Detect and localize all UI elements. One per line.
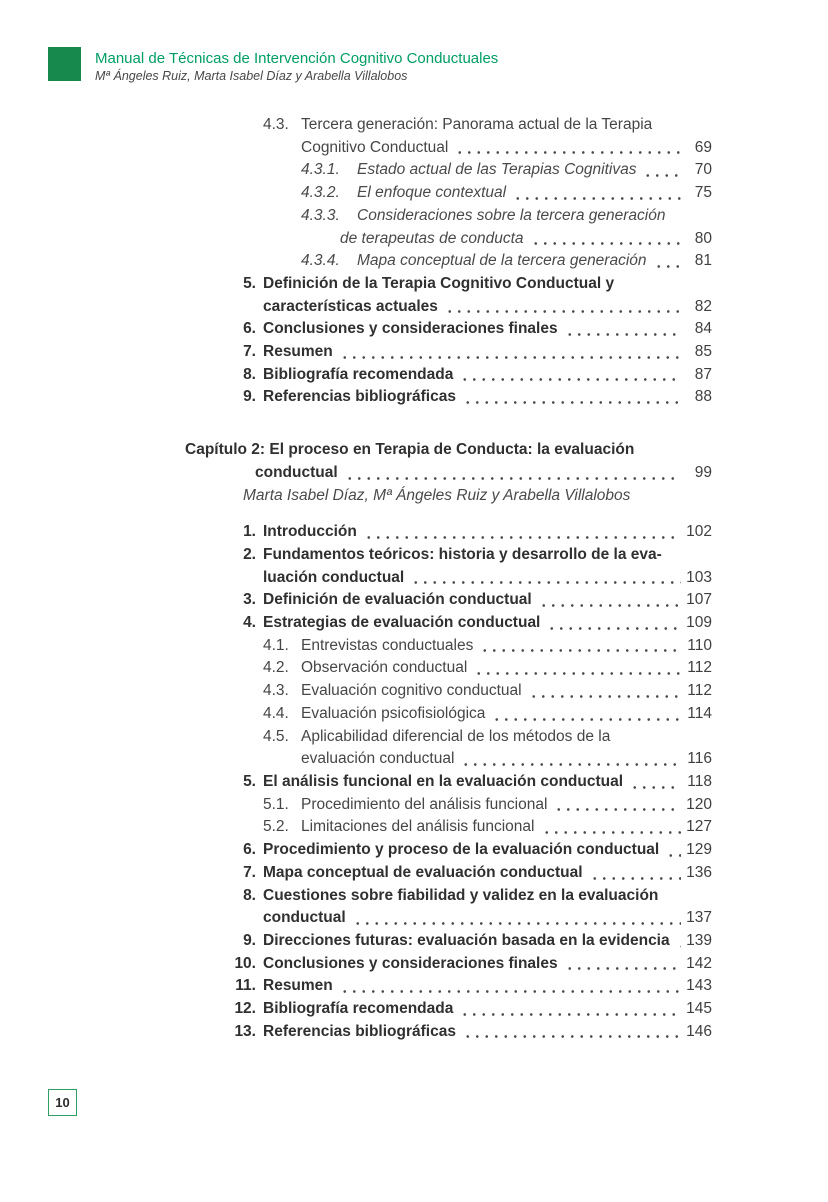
entry-number: 5.1. — [263, 795, 289, 813]
entry-number: 2. — [243, 545, 256, 563]
entry-text: Direcciones futuras: evaluación basada en la evidencia — [263, 931, 670, 949]
entry-text: Estado actual de las Terapias Cognitivas — [357, 161, 637, 179]
dot-leader — [654, 250, 681, 273]
toc-entry — [185, 975, 712, 998]
toc-line — [185, 975, 712, 998]
dot-leader — [411, 567, 681, 590]
entry-page-number: 75 — [694, 184, 712, 202]
toc-entry — [185, 1021, 712, 1044]
toc-entry — [185, 635, 712, 658]
toc-entry — [185, 998, 712, 1021]
toc-line — [185, 341, 712, 364]
toc-line — [185, 296, 712, 319]
entry-number: 5.2. — [263, 818, 289, 836]
entry-text: Mapa conceptual de la tercera generación — [357, 252, 647, 270]
toc-section-chapter-2 — [185, 439, 712, 1043]
toc-line — [185, 159, 712, 182]
dot-leader — [531, 228, 681, 251]
entry-text: El análisis funcional en la evaluación conductual — [263, 772, 624, 790]
entry-text: evaluación conductual — [301, 750, 455, 768]
entry-number: 8. — [243, 886, 256, 904]
entry-number: 5. — [243, 772, 256, 790]
entry-page-number: 87 — [694, 365, 712, 383]
dot-leader — [340, 975, 681, 998]
toc-line — [185, 439, 712, 462]
entry-number: 4.3.3. — [301, 206, 340, 224]
entry-text: Marta Isabel Díaz, Mª Ángeles Ruiz y Arabella Villalobos — [243, 486, 631, 504]
entry-text: Conclusiones y consideraciones finales — [263, 320, 558, 338]
dot-leader — [542, 816, 682, 839]
entry-text: Bibliografía recomendada — [263, 1000, 454, 1018]
dot-leader — [539, 589, 681, 612]
entry-number: 4.2. — [263, 659, 289, 677]
entry-number: 4.3.1. — [301, 161, 340, 179]
entry-number: 12. — [234, 1000, 256, 1018]
toc-entry — [185, 485, 712, 508]
entry-text: Tercera generación: Panorama actual de la Terapia — [301, 116, 653, 133]
entry-page-number: 142 — [686, 954, 712, 972]
toc-entry — [185, 159, 712, 182]
toc-entry — [185, 364, 712, 387]
logo-mark — [48, 47, 81, 81]
dot-leader — [643, 159, 681, 182]
entry-text: Evaluación psicofisiológica — [301, 704, 486, 722]
dot-leader — [666, 839, 681, 862]
toc-line — [185, 794, 712, 817]
dot-leader — [460, 998, 681, 1021]
toc-line — [185, 589, 712, 612]
toc-line — [185, 726, 712, 749]
toc-entry — [185, 273, 712, 318]
entry-page-number: 143 — [686, 977, 712, 995]
dot-leader — [492, 703, 681, 726]
entry-page-number: 112 — [687, 659, 712, 677]
entry-text: luación conductual — [263, 568, 405, 586]
toc-line — [185, 680, 712, 703]
toc-entry — [185, 771, 712, 794]
entry-page-number: 145 — [686, 1000, 712, 1018]
entry-page-number: 137 — [686, 909, 712, 927]
entry-text: El enfoque contextual — [357, 184, 507, 202]
entry-page-number: 107 — [686, 591, 712, 609]
toc-line — [185, 544, 712, 567]
toc-line — [185, 205, 712, 228]
toc-entry — [185, 726, 712, 771]
dot-leader — [529, 680, 681, 703]
toc-entry — [185, 953, 712, 976]
toc-line — [185, 862, 712, 885]
toc-entry — [185, 839, 712, 862]
entry-text: Estrategias de evaluación conductual — [263, 614, 541, 632]
dot-leader — [345, 462, 681, 485]
entry-text: conductual — [263, 909, 346, 927]
toc-entry — [185, 182, 712, 205]
toc-entry — [185, 703, 712, 726]
toc-entry — [185, 205, 712, 250]
dot-leader — [474, 657, 681, 680]
entry-number: 9. — [243, 931, 256, 949]
dot-leader — [445, 296, 681, 319]
entry-page-number: 114 — [687, 704, 712, 722]
page-number: 10 — [55, 1095, 70, 1110]
entry-text: Definición de evaluación conductual — [263, 591, 532, 609]
entry-number: 4.4. — [263, 704, 289, 722]
toc-entry — [185, 386, 712, 409]
entry-number: 1. — [243, 523, 256, 541]
toc-line — [185, 907, 712, 930]
toc-line — [185, 998, 712, 1021]
toc-line — [185, 930, 712, 953]
dot-leader — [455, 137, 681, 160]
toc-entry — [185, 114, 712, 159]
entry-page-number: 110 — [687, 636, 712, 654]
entry-text: Aplicabilidad diferencial de los métodos de la — [301, 727, 611, 745]
entry-text: Procedimiento y proceso de la evaluación conductual — [263, 841, 660, 859]
toc-entry — [185, 589, 712, 612]
toc-entry — [185, 250, 712, 273]
toc-line — [185, 318, 712, 341]
entry-text: Bibliografía recomendada — [263, 365, 454, 383]
entry-number: 7. — [243, 863, 256, 881]
dot-leader — [547, 612, 681, 635]
toc-entry — [185, 930, 712, 953]
entry-number: 13. — [234, 1022, 256, 1040]
toc-section-chapter-1-continuation — [185, 114, 712, 409]
toc-entry — [185, 680, 712, 703]
entry-page-number: 81 — [694, 252, 712, 270]
entry-text: Observación conductual — [301, 659, 468, 677]
entry-text: Fundamentos teóricos: historia y desarrollo de la eva- — [263, 545, 662, 563]
entry-page-number: 88 — [694, 388, 712, 406]
entry-text: Definición de la Terapia Cognitivo Conductual y — [263, 274, 615, 292]
entry-text: Capítulo 2: El proceso en Terapia de Conducta: la evaluación — [185, 441, 635, 459]
entry-page-number: 146 — [686, 1022, 712, 1040]
entry-text: de terapeutas de conducta — [340, 229, 524, 247]
toc-line — [185, 703, 712, 726]
toc-line — [185, 182, 712, 205]
dot-leader — [463, 1021, 681, 1044]
entry-page-number: 118 — [687, 772, 712, 790]
toc-line — [185, 953, 712, 976]
toc-entry — [185, 544, 712, 589]
dot-leader — [565, 953, 681, 976]
book-authors: Mª Ángeles Ruiz, Marta Isabel Díaz y Arabella Villalobos — [95, 69, 408, 83]
entry-number: 4.3. — [263, 682, 289, 700]
entry-page-number: 109 — [686, 614, 712, 632]
entry-page-number: 127 — [686, 818, 712, 836]
entry-text: Entrevistas conductuales — [301, 636, 474, 654]
toc-entry — [185, 521, 712, 544]
dot-leader — [480, 635, 681, 658]
toc-entry — [185, 657, 712, 680]
dot-leader — [513, 182, 681, 205]
entry-number: 8. — [243, 365, 256, 383]
entry-number: 6. — [243, 320, 256, 338]
entry-number: 4.3. — [263, 116, 289, 133]
entry-number: 4.3.4. — [301, 252, 340, 270]
dot-leader — [460, 364, 681, 387]
toc-entry — [185, 862, 712, 885]
toc-entry — [185, 612, 712, 635]
entry-page-number: 85 — [694, 343, 712, 361]
entry-number: 10. — [234, 954, 256, 972]
dot-leader — [340, 341, 681, 364]
toc-line — [185, 748, 712, 771]
toc-line — [185, 114, 712, 137]
toc-line — [185, 485, 712, 508]
entry-number: 11. — [235, 977, 256, 995]
entry-number: 4. — [243, 614, 256, 632]
toc-line — [185, 386, 712, 409]
table-of-contents — [185, 114, 712, 1043]
toc-line — [185, 228, 712, 251]
entry-page-number: 70 — [694, 161, 712, 179]
entry-number: 4.1. — [263, 636, 289, 654]
entry-page-number: 80 — [694, 229, 712, 247]
toc-entry — [185, 885, 712, 930]
entry-text: Cognitivo Conductual — [301, 138, 449, 156]
toc-line — [185, 839, 712, 862]
entry-text: Referencias bibliográficas — [263, 388, 456, 406]
entry-number: 4.3.2. — [301, 184, 340, 202]
toc-entry — [185, 794, 712, 817]
dot-leader — [554, 794, 681, 817]
entry-text: Evaluación cognitivo conductual — [301, 682, 522, 700]
toc-line — [185, 462, 712, 485]
dot-leader — [677, 930, 681, 953]
toc-line — [185, 521, 712, 544]
entry-page-number: 99 — [694, 463, 712, 481]
entry-text: Introducción — [263, 523, 357, 541]
entry-number: 5. — [243, 274, 256, 292]
toc-line — [185, 635, 712, 658]
dot-leader — [461, 748, 681, 771]
entry-text: Conclusiones y consideraciones finales — [263, 954, 558, 972]
entry-text: Mapa conceptual de evaluación conductual — [263, 863, 583, 881]
toc-line — [185, 250, 712, 273]
toc-line — [185, 273, 712, 296]
book-title: Manual de Técnicas de Intervención Cognitivo Conductuales — [95, 50, 499, 67]
dot-leader — [463, 386, 681, 409]
dot-leader — [565, 318, 681, 341]
entry-number: 3. — [243, 591, 256, 609]
entry-page-number: 102 — [686, 523, 712, 541]
entry-number: 4.5. — [263, 727, 289, 745]
dot-leader — [590, 862, 681, 885]
toc-entry — [185, 341, 712, 364]
toc-line — [185, 364, 712, 387]
dot-leader — [364, 521, 681, 544]
page-number-box — [48, 1089, 77, 1116]
dot-leader — [353, 907, 681, 930]
entry-page-number: 116 — [687, 750, 712, 768]
entry-text: conductual — [255, 463, 338, 481]
entry-page-number: 84 — [694, 320, 712, 338]
dot-leader — [630, 771, 681, 794]
entry-page-number: 112 — [687, 682, 712, 700]
toc-line — [185, 816, 712, 839]
toc-line — [185, 657, 712, 680]
entry-number: 7. — [243, 343, 256, 361]
toc-line — [185, 612, 712, 635]
toc-line — [185, 771, 712, 794]
toc-entry — [185, 318, 712, 341]
entry-number: 6. — [243, 841, 256, 859]
entry-text: Limitaciones del análisis funcional — [301, 818, 535, 836]
entry-page-number: 69 — [694, 138, 712, 156]
toc-line — [185, 885, 712, 908]
entry-number: 9. — [243, 388, 256, 406]
entry-page-number: 129 — [686, 841, 712, 859]
entry-page-number: 139 — [686, 931, 712, 949]
entry-page-number: 103 — [686, 568, 712, 586]
toc-line — [185, 137, 712, 160]
entry-text: Referencias bibliográficas — [263, 1022, 456, 1040]
toc-entry — [185, 816, 712, 839]
toc-line — [185, 1021, 712, 1044]
entry-page-number: 120 — [686, 795, 712, 813]
entry-page-number: 82 — [694, 297, 712, 315]
toc-line — [185, 567, 712, 590]
entry-text: características actuales — [263, 297, 438, 315]
entry-text: Resumen — [263, 977, 333, 995]
entry-text: Consideraciones sobre la tercera generación — [357, 206, 666, 224]
entry-page-number: 136 — [686, 863, 712, 881]
entry-text: Procedimiento del análisis funcional — [301, 795, 548, 813]
entry-text: Cuestiones sobre fiabilidad y validez en la evaluación — [263, 886, 659, 904]
entry-text: Resumen — [263, 343, 333, 361]
toc-entry — [185, 439, 712, 484]
